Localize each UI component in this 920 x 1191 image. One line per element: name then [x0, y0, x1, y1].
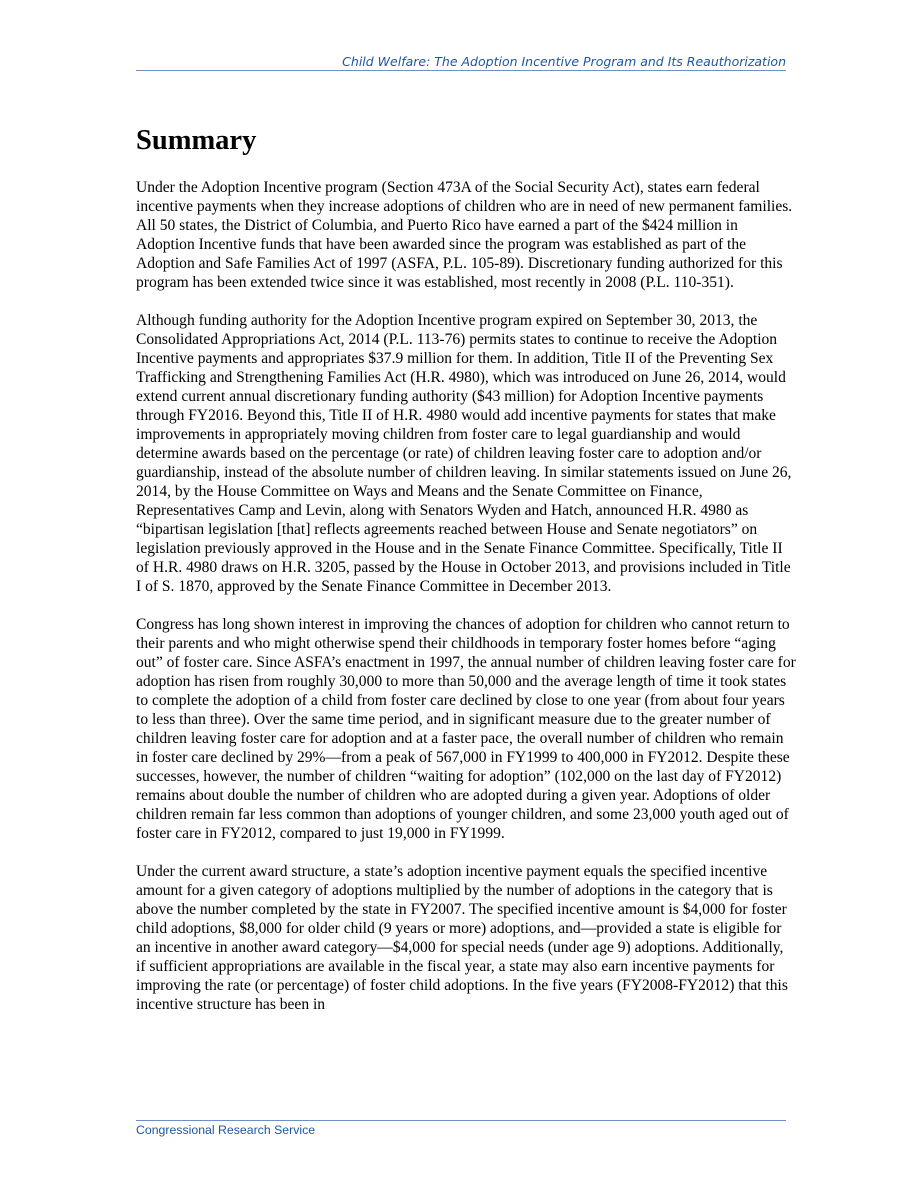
paragraph-4: Under the current award structure, a state’s adoption incentive payment equals the specified incentive amount for a given category of adoptions multiplied by the number of adoptions in the category that is above the number completed by the state in FY2007. The specified incentive amount is $4,000 for foster child adoptions, $8,000 for older child (9 years or more) adoptions, and—provided a state is eligible for an incentive in another award category—$4,000 for special needs (under age 9) adoptions. Additionally, if sufficient appropriations are available in the fiscal year, a state may also earn incentive payments for improving the rate (or percentage) of foster child adoptions. In the five years (FY2008-FY2012) that this incentive structure has been in: [136, 863, 788, 1013]
paragraph-1: Under the Adoption Incentive program (Section 473A of the Social Security Act), states earn federal incentive payments when they increase adoptions of children who are in need of new permanent families. All 50 states, the District of Columbia, and Puerto Rico have earned a part of the $424 million in Adoption Incentive funds that have been awarded since the program was established as part of the Adoption and Safe Families Act of 1997 (ASFA, P.L. 105-89). Discretionary funding authorized for this program has been extended twice since it was established, most recently in 2008 (P.L. 110-351).: [136, 179, 793, 291]
footer-publisher: Congressional Research Service: [136, 1123, 316, 1137]
header-divider: [136, 70, 786, 71]
running-header: Child Welfare: The Adoption Incentive Program and Its Reauthorization: [342, 54, 786, 69]
section-title: Summary: [136, 125, 257, 156]
paragraph-2: Although funding authority for the Adoption Incentive program expired on September 30, 2013, the Consolidated Appropriations Act, 2014 (P.L. 113-76) permits states to continue to receive the Adoption Incentive payments and appropriates $37.9 million for them. In addition, Title II of the Preventing Sex Trafficking and Strengthening Families Act (H.R. 4980), which was introduced on June 26, 2014, would extend current annual discretionary funding authority ($43 million) for Adoption Incentive payments through FY2016. Beyond this, Title II of H.R. 4980 would add incentive payments for states that make improvements in appropriately moving children from foster care to legal guardianship and would determine awards based on the percentage (or rate) of children leaving foster care to adoption and/or guardianship, instead of the absolute number of children leaving. In similar statements issued on June 26, 2014, by the House Committee on Ways and Means and the Senate Committee on Finance, Representatives Camp and Levin, along with Senators Wyden and Hatch, announced H.R. 4980 as “bipartisan legislation [that] reflects agreements reached between House and Senate negotiators” on legislation previously approved in the House and in the Senate Finance Committee. Specifically, Title II of H.R. 4980 draws on H.R. 3205, passed by the House in October 2013, and provisions included in Title I of S. 1870, approved by the Senate Finance Committee in December 2013.: [136, 312, 792, 595]
footer-divider: [136, 1120, 786, 1121]
paragraph-3: Congress has long shown interest in improving the chances of adoption for children who cannot return to their parents and who might otherwise spend their childhoods in temporary foster homes before “aging out” of foster care. Since ASFA’s enactment in 1997, the annual number of children leaving foster care for adoption has risen from roughly 30,000 to more than 50,000 and the average length of time it took states to complete the adoption of a child from foster care declined by close to one year (from about four years to less than three). Over the same time period, and in significant measure due to the greater number of children leaving foster care for adoption and at a faster pace, the overall number of children who remain in foster care declined by 29%—from a peak of 567,000 in FY1999 to 400,000 in FY2012. Despite these successes, however, the number of children “waiting for adoption” (102,000 on the last day of FY2012) remains about double the number of children who are adopted during a given year. Adoptions of older children remain far less common than adoptions of younger children, and some 23,000 youth aged out of foster care in FY2012, compared to just 19,000 in FY1999.: [136, 616, 796, 842]
summary-body: [136, 178, 796, 1033]
